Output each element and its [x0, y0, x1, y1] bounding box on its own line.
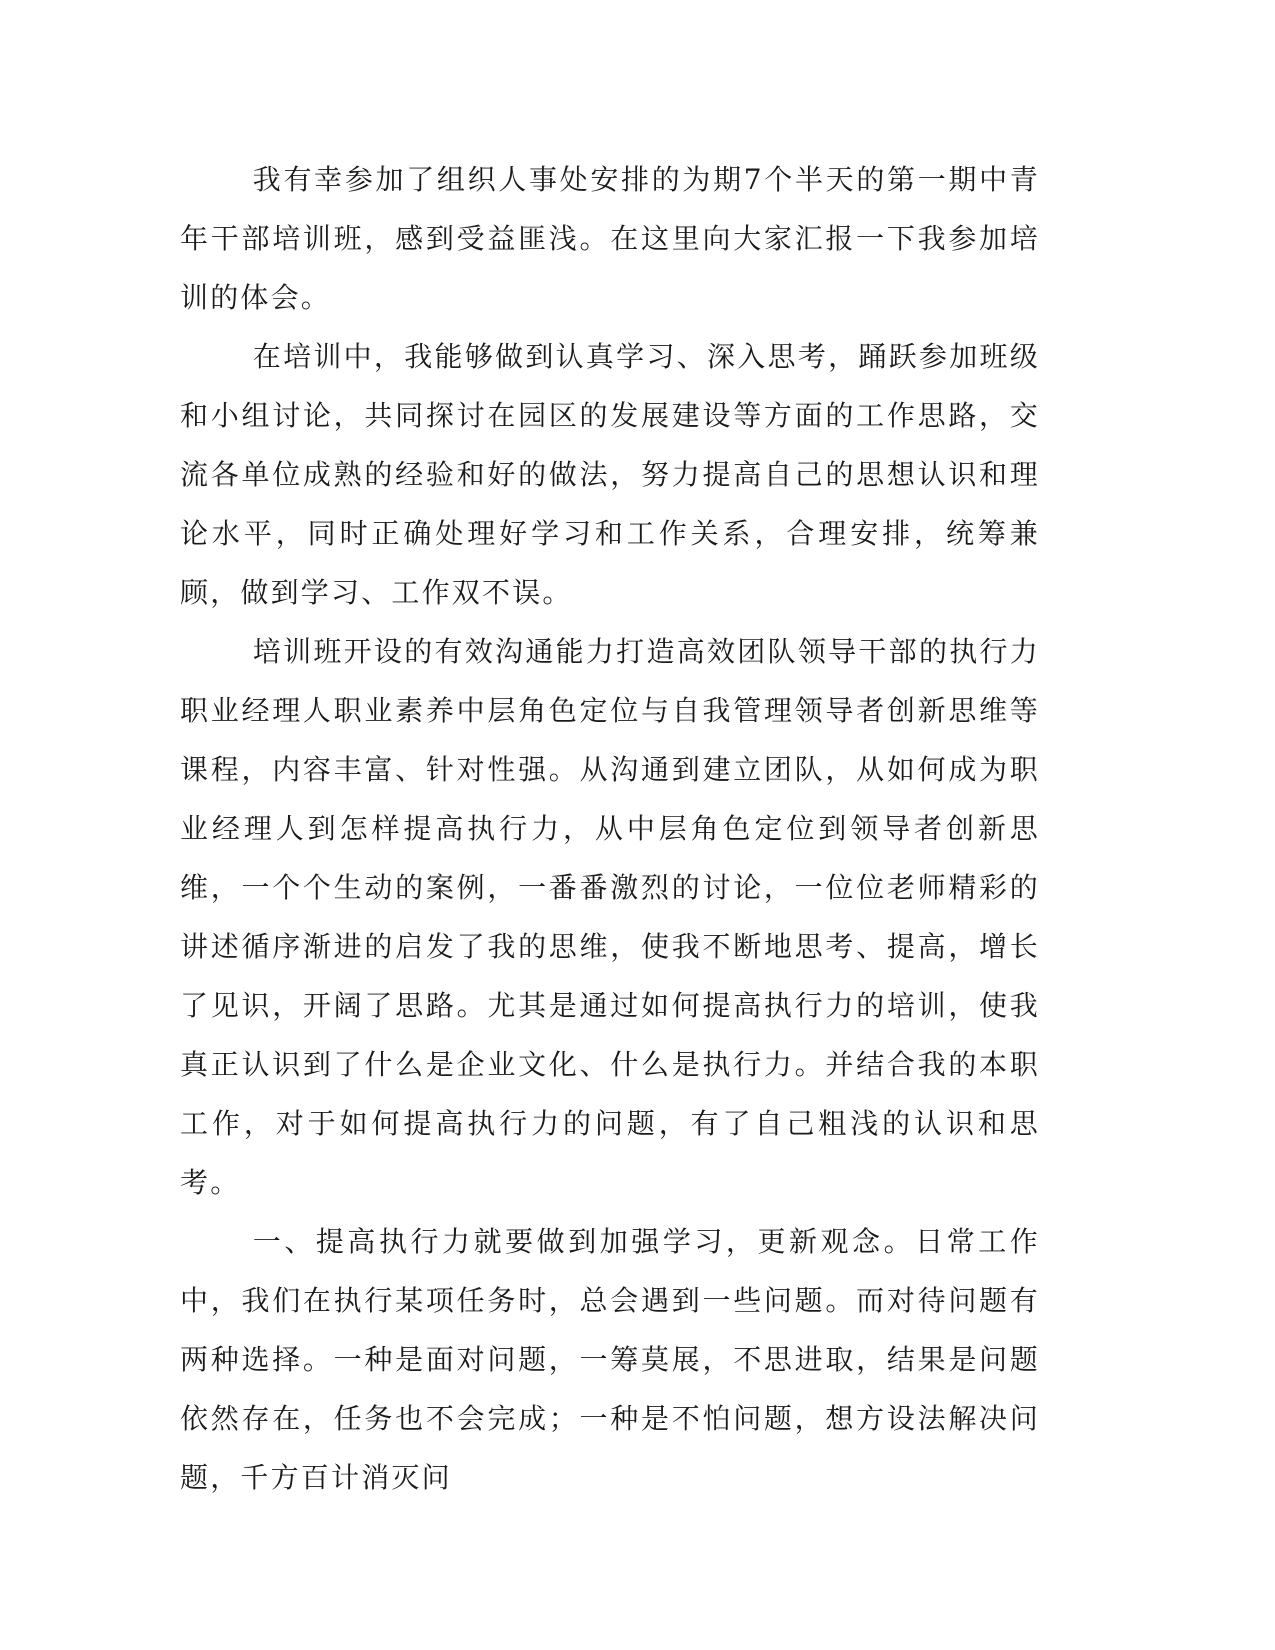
document-body: [180, 150, 1040, 1507]
paragraph-point-one: 一、提高执行力就要做到加强学习，更新观念。日常工作中，我们在执行某项任务时，总会遇到一些问题。而对待问题有两种选择。一种是面对问题，一筹莫展，不思进取，结果是问题依然存在，任务也不会完成；一种是不怕问题，想方设法解决问题，千方百计消灭问: [180, 1225, 1040, 1494]
paragraph-courses: 培训班开设的有效沟通能力打造高效团队领导干部的执行力职业经理人职业素养中层角色定位与自我管理领导者创新思维等课程，内容丰富、针对性强。从沟通到建立团队，从如何成为职业经理人到怎样提高执行力，从中层角色定位到领导者创新思维，一个个生动的案例，一番番激烈的讨论，一位位老师精彩的讲述循序渐进的启发了我的思维，使我不断地思考、提高，增长了见识，开阔了思路。尤其是通过如何提高执行力的培训，使我真正认识到了什么是企业文化、什么是执行力。并结合我的本职工作，对于如何提高执行力的问题，有了自己粗浅的认识和思考。: [180, 635, 1040, 1199]
paragraph-intro: 我有幸参加了组织人事处安排的为期7个半天的第一期中青年干部培训班，感到受益匪浅。在这里向大家汇报一下我参加培训的体会。: [180, 163, 1040, 314]
paragraph-training-attitude: 在培训中，我能够做到认真学习、深入思考，踊跃参加班级和小组讨论，共同探讨在园区的发展建设等方面的工作思路，交流各单位成熟的经验和好的做法，努力提高自己的思想认识和理论水平，同时正确处理好学习和工作关系，合理安排，统筹兼顾，做到学习、工作双不误。: [180, 340, 1040, 609]
